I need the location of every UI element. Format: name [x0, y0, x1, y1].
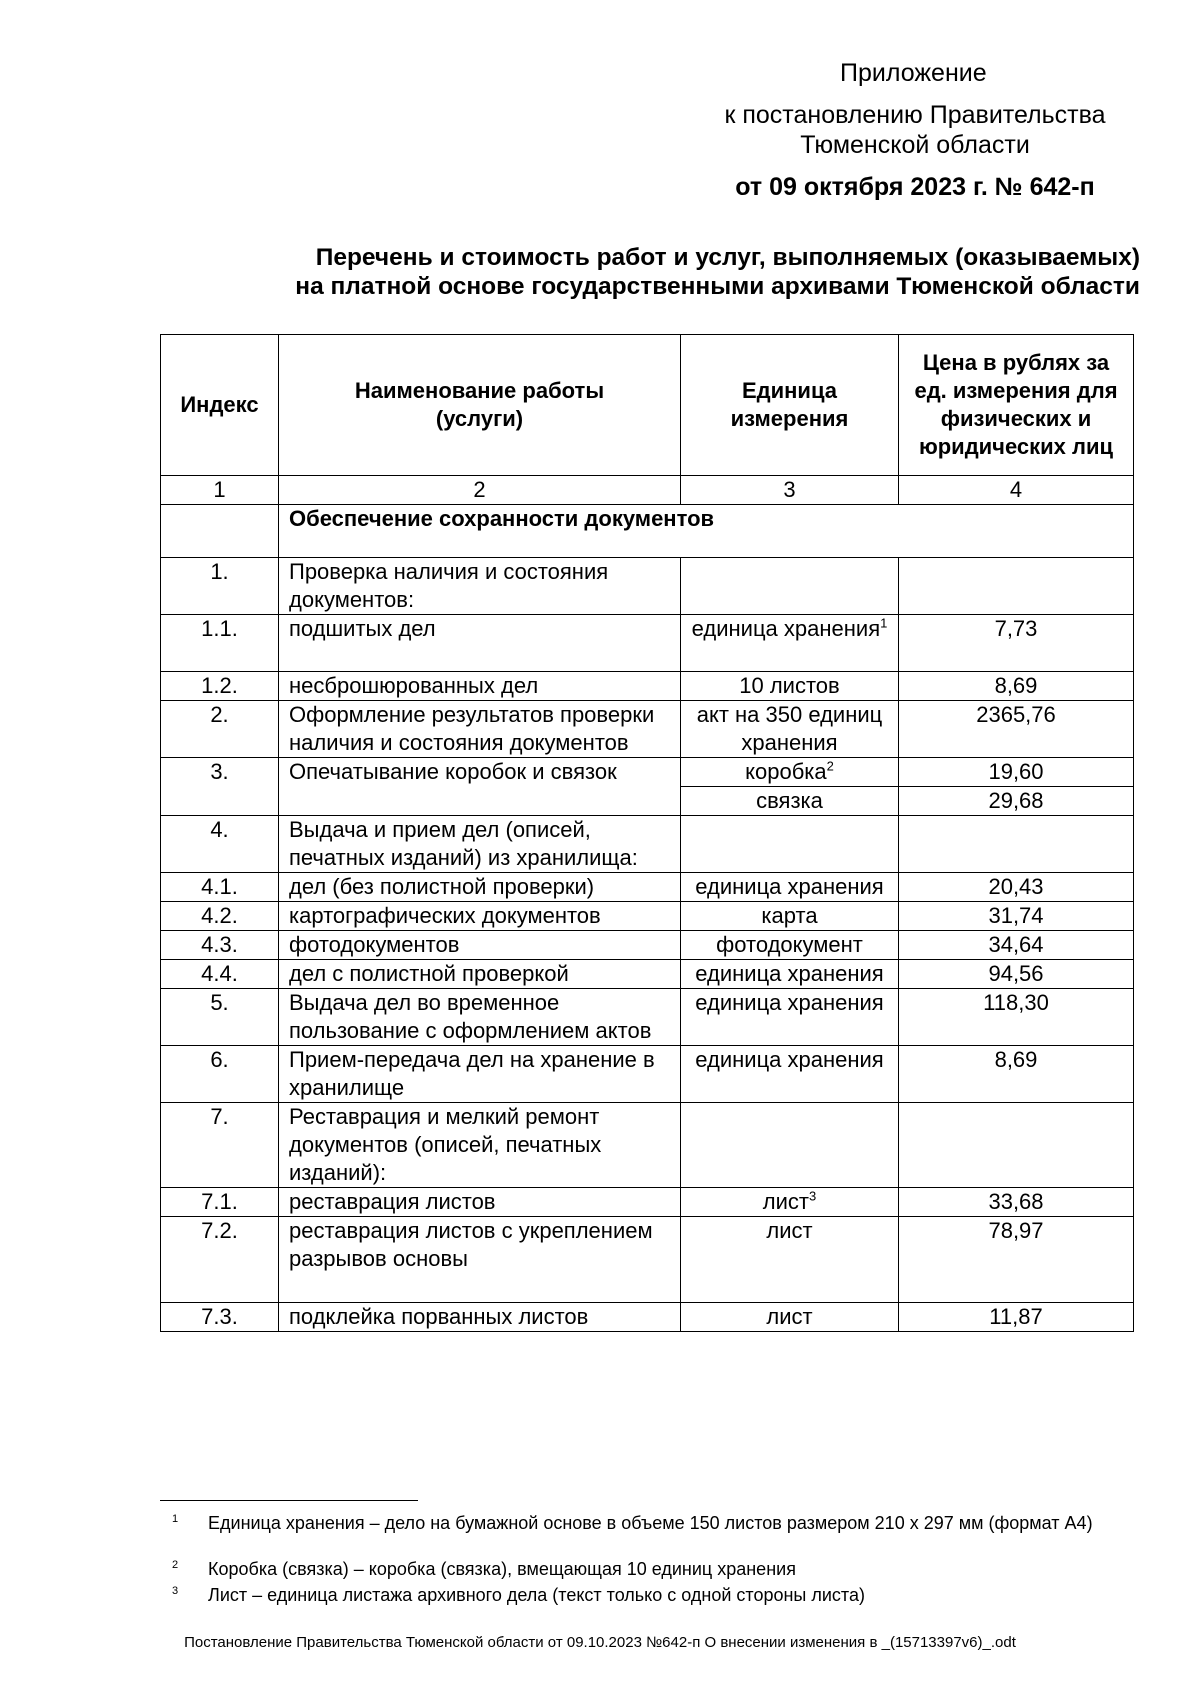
row-name: дел (без полистной проверки) — [279, 873, 681, 902]
table-row — [161, 1303, 1134, 1332]
row-index: 7.2. — [161, 1217, 279, 1303]
row-unit: единица хранения — [681, 960, 899, 989]
row-unit-cell — [681, 1188, 899, 1217]
footnote-mark: 2 — [172, 1559, 179, 1571]
header-unit: Единица измерения — [681, 335, 899, 476]
row-price — [899, 816, 1134, 873]
row-price: 2365,76 — [899, 701, 1134, 758]
row-name: Проверка наличия и состояния документов: — [279, 558, 681, 615]
row-name: картографических документов — [279, 902, 681, 931]
row-unit-cell — [681, 758, 899, 787]
row-index: 7. — [161, 1103, 279, 1188]
table-row — [161, 758, 1134, 787]
row-unit: 10 листов — [681, 672, 899, 701]
row-unit: единица хранения — [691, 616, 881, 641]
row-unit — [681, 1103, 899, 1188]
row-name: подклейка порванных листов — [279, 1303, 681, 1332]
table-row — [161, 902, 1134, 931]
row-price: 8,69 — [899, 1046, 1134, 1103]
row-name: несброшюрованных дел — [279, 672, 681, 701]
row-price: 78,97 — [899, 1217, 1134, 1303]
row-index: 4.3. — [161, 931, 279, 960]
row-unit: единица хранения — [681, 989, 899, 1046]
row-unit: единица хранения — [681, 873, 899, 902]
table-row — [161, 1188, 1134, 1217]
footnote-mark: 1 — [172, 1513, 179, 1525]
footnote-text: Единица хранения – дело на бумажной основе в объеме 150 листов размером 210 х 297 мм (формат А4) — [208, 1513, 1093, 1533]
col-number: 2 — [279, 476, 681, 505]
table-row — [161, 701, 1134, 758]
footnote-separator — [160, 1500, 418, 1501]
footnote-ref: 2 — [826, 758, 834, 774]
section-title: Обеспечение сохранности документов — [279, 505, 1134, 558]
table-row — [161, 1103, 1134, 1188]
row-index: 1.2. — [161, 672, 279, 701]
col-number: 3 — [681, 476, 899, 505]
col-number: 1 — [161, 476, 279, 505]
row-name: фотодокументов — [279, 931, 681, 960]
row-index: 4.2. — [161, 902, 279, 931]
footnote-mark: 3 — [172, 1585, 179, 1597]
table-row — [161, 960, 1134, 989]
row-price: 118,30 — [899, 989, 1134, 1046]
region-name: Тюменской области — [800, 131, 1030, 159]
footnote — [160, 1558, 1120, 1580]
row-name: Выдача и прием дел (описей, печатных изданий) из хранилища: — [279, 816, 681, 873]
table-row — [161, 931, 1134, 960]
row-unit: акт на 350 единиц хранения — [681, 701, 899, 758]
row-price: 11,87 — [899, 1303, 1134, 1332]
row-name: Выдача дел во временное пользование с оформлением актов — [279, 989, 681, 1046]
row-index: 2. — [161, 701, 279, 758]
row-price: 20,43 — [899, 873, 1134, 902]
table-row — [161, 615, 1134, 672]
row-index: 3. — [161, 758, 279, 816]
row-unit: лист — [681, 1217, 899, 1303]
footnote — [160, 1512, 1120, 1534]
row-price: 34,64 — [899, 931, 1134, 960]
table-header-row — [161, 335, 1134, 476]
footnote-text: Лист – единица листажа архивного дела (текст только с одной стороны листа) — [208, 1585, 865, 1605]
row-index: 4.1. — [161, 873, 279, 902]
row-index: 1. — [161, 558, 279, 615]
row-unit: связка — [681, 787, 899, 816]
row-index: 4. — [161, 816, 279, 873]
row-price: 33,68 — [899, 1188, 1134, 1217]
row-name: Реставрация и мелкий ремонт документов (описей, печатных изданий): — [279, 1103, 681, 1188]
appendix-label: Приложение — [840, 59, 987, 87]
row-price: 19,60 — [899, 758, 1134, 787]
row-price — [899, 1103, 1134, 1188]
page-footer: Постановление Правительства Тюменской области от 09.10.2023 №642-п О внесении изменения в _(15713397v6)_.odt — [184, 1634, 1016, 1651]
row-unit — [681, 558, 899, 615]
footnote-text: Коробка (связка) – коробка (связка), вмещающая 10 единиц хранения — [208, 1559, 796, 1579]
footnote-ref: 1 — [880, 615, 888, 631]
row-unit: лист — [681, 1303, 899, 1332]
resolution-reference: к постановлению Правительства — [724, 101, 1106, 129]
row-name: Прием-передача дел на хранение в хранилище — [279, 1046, 681, 1103]
table-row — [161, 989, 1134, 1046]
document-title — [160, 243, 1140, 301]
row-price: 29,68 — [899, 787, 1134, 816]
row-unit: единица хранения — [681, 1046, 899, 1103]
row-index: 5. — [161, 989, 279, 1046]
row-unit: карта — [681, 902, 899, 931]
row-price: 31,74 — [899, 902, 1134, 931]
row-unit: коробка — [745, 759, 827, 784]
row-name: Оформление результатов проверки наличия и состояния документов — [279, 701, 681, 758]
table-row — [161, 1217, 1134, 1303]
row-unit: фотодокумент — [681, 931, 899, 960]
row-price: 7,73 — [899, 615, 1134, 672]
row-index: 7.3. — [161, 1303, 279, 1332]
row-name: дел с полистной проверкой — [279, 960, 681, 989]
header-price: Цена в рублях за ед. измерения для физических и юридических лиц — [899, 335, 1134, 476]
title-line-1: Перечень и стоимость работ и услуг, выполняемых (оказываемых) — [315, 244, 1140, 271]
title-line-2: на платной основе государственными архивами Тюменской области — [295, 273, 1140, 300]
table-row — [161, 558, 1134, 615]
table-row — [161, 873, 1134, 902]
table-row — [161, 816, 1134, 873]
header-index: Индекс — [161, 335, 279, 476]
row-price — [899, 558, 1134, 615]
column-number-row — [161, 476, 1134, 505]
col-number: 4 — [899, 476, 1134, 505]
row-name: реставрация листов — [279, 1188, 681, 1217]
table-row — [161, 672, 1134, 701]
row-index: 4.4. — [161, 960, 279, 989]
footnote — [160, 1584, 1120, 1606]
row-index: 1.1. — [161, 615, 279, 672]
row-name: Опечатывание коробок и связок — [279, 758, 681, 816]
row-unit-cell — [681, 615, 899, 672]
row-index: 6. — [161, 1046, 279, 1103]
row-name: подшитых дел — [279, 615, 681, 672]
footnote-ref: 3 — [808, 1188, 817, 1204]
row-unit: лист — [762, 1189, 809, 1214]
row-price: 8,69 — [899, 672, 1134, 701]
header-name: Наименование работы (услуги) — [279, 335, 681, 476]
section-row — [161, 505, 1134, 558]
row-price: 94,56 — [899, 960, 1134, 989]
resolution-date-number: от 09 октября 2023 г. № 642-п — [735, 173, 1095, 201]
row-name: реставрация листов с укреплением разрывов основы — [279, 1217, 681, 1303]
row-unit — [681, 816, 899, 873]
table-row — [161, 1046, 1134, 1103]
price-table — [160, 334, 1134, 1332]
row-index: 7.1. — [161, 1188, 279, 1217]
